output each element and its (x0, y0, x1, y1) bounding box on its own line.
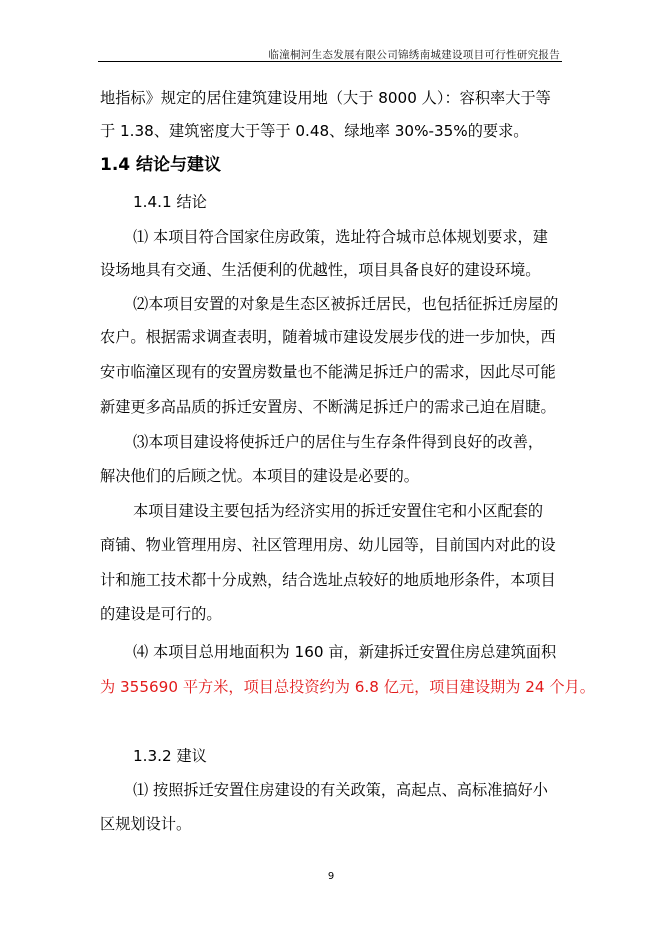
body-line: 本项目建设主要包括为经济实用的拆迁安置住宅和小区配套的 (133, 502, 544, 520)
body-line: 区规划设计。 (100, 815, 192, 833)
running-header: 临潼桐河生态发展有限公司锦绣南城建设项目可行性研究报告 (268, 49, 560, 61)
section-heading: 1.4 结论与建议 (100, 155, 222, 175)
body-line: 的建设是可行的。 (100, 605, 222, 623)
body-line: ⑶本项目建设将使拆迁户的居住与生存条件得到良好的改善， (133, 433, 544, 451)
body-line: 地指标》规定的居住建筑建设用地（大于 8000 人）：容积率大于等 (100, 89, 551, 107)
body-line: ⑴ 按照拆迁安置住房建设的有关政策，高起点、高标准搞好小 (133, 781, 548, 799)
body-line: 解决他们的后顾之忧。本项目的建设是必要的。 (100, 467, 419, 485)
page-number: 9 (327, 871, 335, 882)
highlighted-line: 为 355690 平方米，项目总投资约为 6.8 亿元，项目建设期为 24 个月。 (100, 678, 595, 696)
body-line: 商铺、物业管理用房、社区管理用房、幼儿园等，目前国内对此的设 (100, 536, 556, 554)
body-line: 农户。根据需求调查表明，随着城市建设发展步伐的进一步加快，西 (100, 328, 556, 346)
subsection-heading: 1.4.1 结论 (133, 193, 207, 211)
body-line: ⑵本项目安置的对象是生态区被拆迁居民，也包括征拆迁房屋的 (133, 295, 559, 313)
body-line: 计和施工技术都十分成熟，结合选址点较好的地质地形条件，本项目 (100, 571, 556, 589)
body-line: 安市临潼区现有的安置房数量也不能满足拆迁户的需求，因此尽可能 (100, 363, 556, 381)
body-line: 于 1.38、建筑密度大于等于 0.48、绿地率 30%-35%的要求。 (100, 122, 529, 140)
header-rule (98, 61, 562, 62)
body-line: ⑷ 本项目总用地面积为 160 亩，新建拆迁安置住房总建筑面积 (133, 643, 557, 661)
subsection-heading: 1.3.2 建议 (133, 747, 207, 765)
body-line: ⑴ 本项目符合国家住房政策，选址符合城市总体规划要求，建 (133, 228, 548, 246)
body-line: 新建更多高品质的拆迁安置房、不断满足拆迁户的需求己迫在眉睫。 (100, 398, 556, 416)
body-line: 设场地具有交通、生活便利的优越性，项目具备良好的建设环境。 (100, 261, 541, 279)
